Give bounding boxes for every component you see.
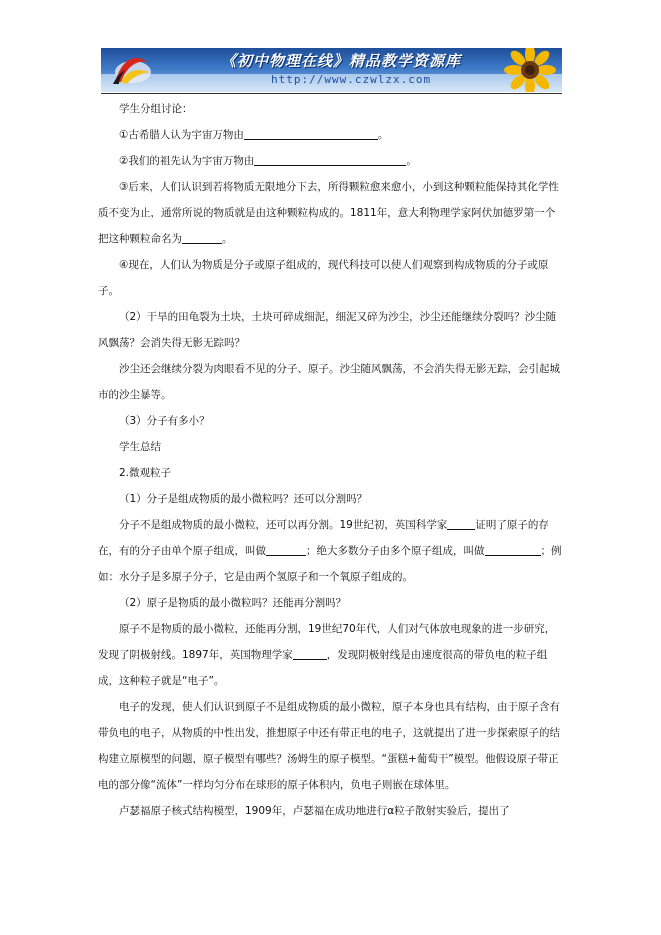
paragraph bbox=[98, 616, 562, 694]
site-logo-icon bbox=[107, 52, 153, 88]
paragraph-text: （2）干旱的田龟裂为土块，土块可碎成细泥，细泥又碎为沙尘，沙尘还能继续分裂吗？沙尘随风飘荡？会消失得无影无踪吗？ bbox=[98, 311, 557, 349]
paragraph bbox=[98, 798, 562, 824]
header-banner bbox=[101, 48, 562, 92]
fill-blank bbox=[447, 516, 475, 530]
paragraph-text: ③后来，人们认识到若将物质无限地分下去，所得颗粒愈来愈小，小到这种颗粒能保持其化学性质不变为止，通常所说的物质就是由这种颗粒构成的。1811年，意大利物理学家阿伏加德罗第一个把这种颗粒命名为 bbox=[98, 181, 559, 245]
header-rule bbox=[101, 93, 562, 94]
paragraph-text: 。 bbox=[377, 129, 389, 141]
paragraph bbox=[98, 122, 562, 148]
paragraph-text: ；例如：水分子是多原子分子，它是由两个氢原子和一个氧原子组成的。 bbox=[98, 545, 562, 583]
paragraph bbox=[98, 694, 562, 798]
paragraph bbox=[98, 590, 562, 616]
paragraph-text: 。 bbox=[406, 155, 417, 167]
paragraph-text: ①古希腊人认为宇宙万物由 bbox=[119, 129, 244, 141]
fill-blank bbox=[244, 126, 378, 140]
fill-blank bbox=[266, 542, 306, 556]
sunflower-icon bbox=[486, 48, 560, 92]
banner-url: http://www.czwlzx.com bbox=[271, 73, 432, 86]
fill-blank bbox=[485, 542, 541, 556]
paragraph bbox=[98, 174, 562, 252]
paragraph bbox=[98, 96, 562, 122]
paragraph-text: （2）原子是物质的最小微粒吗？还能再分割吗？ bbox=[119, 597, 347, 609]
paragraph bbox=[98, 434, 562, 460]
paragraph-text: 沙尘还会继续分裂为肉眼看不见的分子、原子。沙尘随风飘荡，不会消失得无影无踪，会引起城市的沙尘暴等。 bbox=[98, 363, 560, 401]
paragraph bbox=[98, 148, 562, 174]
paragraph bbox=[98, 304, 562, 356]
fill-blank bbox=[293, 646, 327, 660]
paragraph bbox=[98, 356, 562, 408]
paragraph bbox=[98, 252, 562, 304]
paragraph-text: 原子不是物质的最小微粒，还能再分割，19世纪70年代，人们对气体放电现象的进一步研究，发现了阴极射线。1897年，英国物理学家 bbox=[98, 623, 556, 661]
paragraph bbox=[98, 486, 562, 512]
fill-blank bbox=[182, 230, 222, 244]
paragraph-text: 证明了原子的存在，有的分子由单个原子组成，叫做 bbox=[98, 519, 549, 557]
paragraph-text: 2.微观粒子 bbox=[119, 467, 172, 479]
paragraph-text: 。 bbox=[222, 233, 233, 245]
paragraph bbox=[98, 460, 562, 486]
paragraph-text: 电子的发现，使人们认识到原子不是组成物质的最小微粒，原子本身也具有结构，由于原子含有带负电的电子，从物质的中性出发，推想原子中还有带正电的电子，这就提出了进一步探索原子的结构建立原模型的问题，原子模型有哪些？汤姆生的原子模型。“蛋糕+葡萄干”模型。他假设原子带正电的部分像“流体”一样均匀分布在球形的原子体积内，负电子则嵌在球体里。 bbox=[98, 701, 560, 791]
paragraph-text: 分子不是组成物质的最小微粒，还可以再分割。19世纪初，英国科学家 bbox=[119, 519, 448, 531]
paragraph-text: 学生分组讨论： bbox=[119, 103, 193, 115]
paragraph bbox=[98, 512, 562, 590]
paragraph-text: ②我们的祖先认为宇宙万物由 bbox=[119, 155, 255, 167]
paragraph bbox=[98, 408, 562, 434]
paragraph-text: 学生总结 bbox=[119, 441, 161, 453]
document-body bbox=[98, 96, 562, 824]
paragraph-text: （3）分子有多小？ bbox=[119, 415, 210, 427]
banner-title: 《初中物理在线》精品教学资源库 bbox=[221, 52, 462, 70]
paragraph-text: （1）分子是组成物质的最小微粒吗？还可以分割吗？ bbox=[119, 493, 368, 505]
paragraph-text: ；绝大多数分子由多个原子组成，叫做 bbox=[306, 545, 485, 557]
paragraph-text: ，发现阴极射线是由速度很高的带负电的粒子组成，这种粒子就是“电子”。 bbox=[98, 649, 548, 687]
fill-blank bbox=[254, 152, 406, 166]
paragraph-text: ④现在，人们认为物质是分子或原子组成的，现代科技可以使人们观察到构成物质的分子或原子。 bbox=[98, 259, 549, 297]
paragraph-text: 卢瑟福原子核式结构模型，1909年，卢瑟福在成功地进行α粒子散射实验后，提出了 bbox=[119, 805, 510, 817]
